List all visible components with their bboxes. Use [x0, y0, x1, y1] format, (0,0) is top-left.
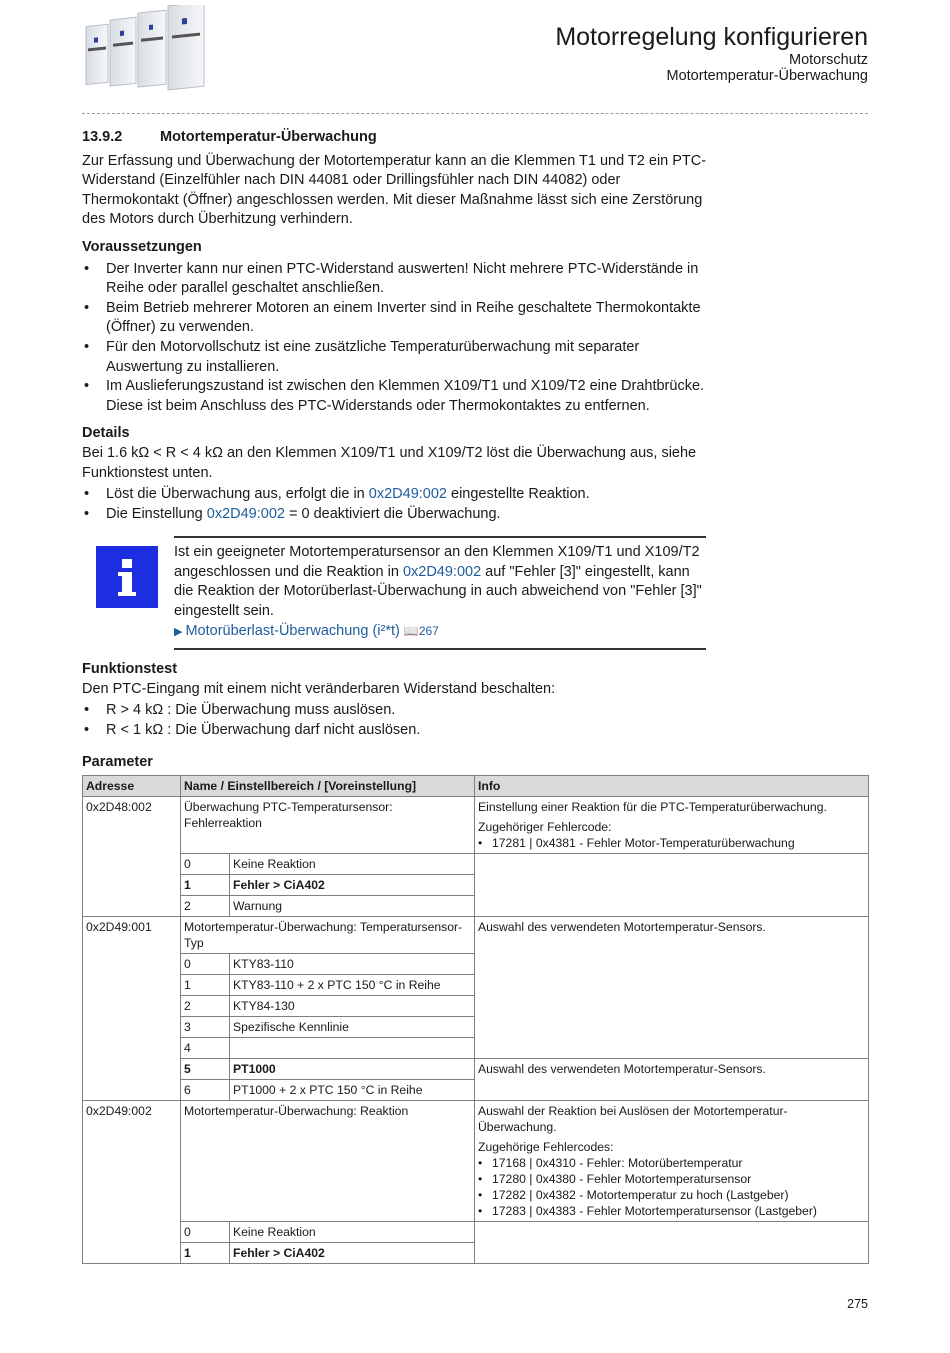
- cross-reference-link[interactable]: [174, 622, 706, 643]
- info-text: Zugehöriger Fehlercode:: [478, 820, 612, 834]
- header-separator: [82, 113, 868, 114]
- option-value: 6: [181, 1080, 230, 1101]
- option-label: Keine Reaktion: [230, 854, 475, 875]
- details-list: [82, 485, 714, 524]
- option-label: Warnung: [230, 896, 475, 917]
- option-label: KTY84-130: [230, 996, 475, 1017]
- list-item: • R > 4 kΩ : Die Überwachung muss auslösen.: [82, 701, 714, 721]
- param-link[interactable]: 0x2D49:002: [206, 505, 285, 522]
- option-label: Keine Reaktion: [230, 1222, 475, 1243]
- list-item: • Beim Betrieb mehrerer Motoren an einem Inverter sind in Reihe geschaltete Thermokontakte (Öffner) zu verwenden.: [82, 299, 714, 338]
- option-label: KTY83-110 + 2 x PTC 150 °C in Reihe: [230, 975, 475, 996]
- text: Die Einstellung: [106, 505, 207, 522]
- list-item: • R < 1 kΩ : Die Überwachung darf nicht auslösen.: [82, 721, 714, 741]
- note-text: [174, 543, 706, 621]
- info-text: Auswahl der Reaktion bei Auslösen der Motortemperatur-Überwachung.: [478, 1104, 788, 1134]
- triangle-right-icon: ▶: [174, 625, 183, 638]
- section-heading: [82, 128, 714, 148]
- test-list: [82, 701, 714, 740]
- info-icon: [96, 546, 158, 608]
- column-header: Name / Einstellbereich / [Voreinstellung]: [181, 776, 475, 797]
- main-content: [82, 128, 714, 772]
- list-item: • 17283 | 0x4383 - Fehler Motortemperatursensor (Lastgeber): [478, 1203, 865, 1219]
- param-address: 0x2D49:002: [83, 1101, 181, 1264]
- param-name: Motortemperatur-Überwachung: Temperatursensor-Typ: [181, 917, 475, 954]
- param-name: Motortemperatur-Überwachung: Reaktion: [181, 1101, 475, 1222]
- param-address: 0x2D48:002: [83, 797, 181, 917]
- option-label: Fehler > CiA402: [230, 875, 475, 896]
- option-value: 1: [181, 875, 230, 896]
- param-info: [475, 797, 869, 854]
- test-paragraph: Den PTC-Eingang mit einem nicht veränderbaren Widerstand beschalten:: [82, 680, 556, 697]
- table-row: [83, 1222, 869, 1243]
- params-heading: Parameter: [82, 753, 153, 770]
- column-header: Info: [475, 776, 869, 797]
- option-value: 4: [181, 1038, 230, 1059]
- header-title: Motorregelung konfigurieren: [555, 23, 868, 51]
- list-item: • 17168 | 0x4310 - Fehler: Motorübertemperatur: [478, 1155, 865, 1171]
- list-item: • 17280 | 0x4380 - Fehler Motortemperatursensor: [478, 1171, 865, 1187]
- option-label: Spezifische Kennlinie: [230, 1017, 475, 1038]
- empty-cell: [475, 1222, 869, 1264]
- page-number: 275: [847, 1297, 868, 1311]
- param-name: Überwachung PTC-Temperatursensor: Fehlerreaktion: [181, 797, 475, 854]
- book-icon: 📖: [403, 623, 419, 638]
- info-text: Zugehörige Fehlercodes:: [478, 1140, 614, 1154]
- intro-paragraph: Zur Erfassung und Überwachung der Motortemperatur kann an die Klemmen T1 und T2 ein PTC-Widerstand (Einzelfühler nach DIN 44081 oder Drillingsfühler nach DIN 44082) oder Thermokontakt (Öffner) angeschlossen werden. Mit dieser Maßnahme lässt sich eine Zerstörung des Motors durch Überhitzung verhindern.: [82, 152, 707, 228]
- info-note: [82, 536, 714, 650]
- list-item: [82, 485, 714, 505]
- section-title: Motortemperatur-Überwachung: [160, 129, 377, 145]
- text: = 0 deaktiviert die Überwachung.: [284, 505, 501, 522]
- list-item: [82, 505, 714, 525]
- option-value: 5: [181, 1059, 230, 1080]
- param-link[interactable]: 0x2D49:002: [368, 486, 447, 503]
- info-note-body: [174, 536, 706, 650]
- info-text: Einstellung einer Reaktion für die PTC-Temperaturüberwachung.: [478, 800, 827, 814]
- option-value: 1: [181, 975, 230, 996]
- option-value: 0: [181, 1222, 230, 1243]
- option-label: PT1000 + 2 x PTC 150 °C in Reihe: [230, 1080, 475, 1101]
- param-info: Auswahl des verwendeten Motortemperatur-Sensors.: [475, 1059, 869, 1101]
- param-address: 0x2D49:001: [83, 917, 181, 1101]
- empty-cell: [475, 854, 869, 917]
- section-number: 13.9.2: [82, 129, 123, 145]
- error-code-list: [478, 835, 865, 851]
- cross-reference-page: 267: [418, 623, 439, 638]
- table-row: [83, 1059, 869, 1080]
- option-value: 3: [181, 1017, 230, 1038]
- cross-reference-text: Motorüberlast-Überwachung (i²*t): [185, 622, 400, 639]
- header-subtitle-2: Motortemperatur-Überwachung: [666, 68, 868, 84]
- table-header-row: [83, 776, 869, 797]
- option-label: [230, 1038, 475, 1059]
- parameter-table: [82, 775, 869, 1264]
- list-item: • 17281 | 0x4381 - Fehler Motor-Temperaturüberwachung: [478, 835, 865, 851]
- details-heading: Details: [82, 425, 130, 442]
- table-row: [83, 917, 869, 954]
- option-value: 0: [181, 954, 230, 975]
- param-info: Auswahl des verwendeten Motortemperatur-Sensors.: [475, 917, 869, 1059]
- list-item: • Im Auslieferungszustand ist zwischen den Klemmen X109/T1 und X109/T2 eine Drahtbrücke. Diese ist beim Anschluss des PTC-Widerstands oder Thermokontaktes zu entfernen.: [82, 377, 714, 416]
- details-paragraph: Bei 1.6 kΩ < R < 4 kΩ an den Klemmen X109/T1 und X109/T2 löst die Überwachung aus, siehe Funktionstest unten.: [82, 444, 697, 481]
- text: auf "Fehler [3]" eingestellt, kann die Reaktion der Motorüberlast-Überwachung in auch abweichend von "Fehler [3]" eingestellt sein.: [174, 563, 702, 620]
- table-row: [83, 1101, 869, 1222]
- option-value: 1: [181, 1243, 230, 1264]
- prereq-list: [82, 260, 714, 417]
- error-code-list: [478, 1155, 865, 1219]
- text: Ist ein geeigneter Motortemperatursensor an den Klemmen X109/T1 und X109/T2 angeschlossen und die Reaktion in: [174, 544, 700, 580]
- list-item: • 17282 | 0x4382 - Motortemperatur zu hoch (Lastgeber): [478, 1187, 865, 1203]
- prereq-heading: Voraussetzungen: [82, 238, 202, 255]
- option-label: KTY83-110: [230, 954, 475, 975]
- column-header: Adresse: [83, 776, 181, 797]
- option-value: 2: [181, 996, 230, 1017]
- option-label: PT1000: [230, 1059, 475, 1080]
- option-value: 2: [181, 896, 230, 917]
- option-value: 0: [181, 854, 230, 875]
- table-row: [83, 797, 869, 854]
- table-row: [83, 854, 869, 875]
- header-subtitle-1: Motorschutz: [789, 52, 868, 68]
- text: Löst die Überwachung aus, erfolgt die in: [106, 486, 369, 503]
- list-item: • Der Inverter kann nur einen PTC-Widerstand auswerten! Nicht mehrere PTC-Widerstände in Reihe oder parallel geschaltet anschließen.: [82, 260, 714, 299]
- option-label: Fehler > CiA402: [230, 1243, 475, 1264]
- list-item: • Für den Motorvollschutz ist eine zusätzliche Temperaturüberwachung mit separater Auswertung zu installieren.: [82, 338, 714, 377]
- text: eingestellte Reaktion.: [446, 486, 590, 503]
- param-info: [475, 1101, 869, 1222]
- test-heading: Funktionstest: [82, 661, 178, 678]
- product-image-logo: [82, 5, 212, 100]
- param-link[interactable]: 0x2D49:002: [402, 563, 482, 580]
